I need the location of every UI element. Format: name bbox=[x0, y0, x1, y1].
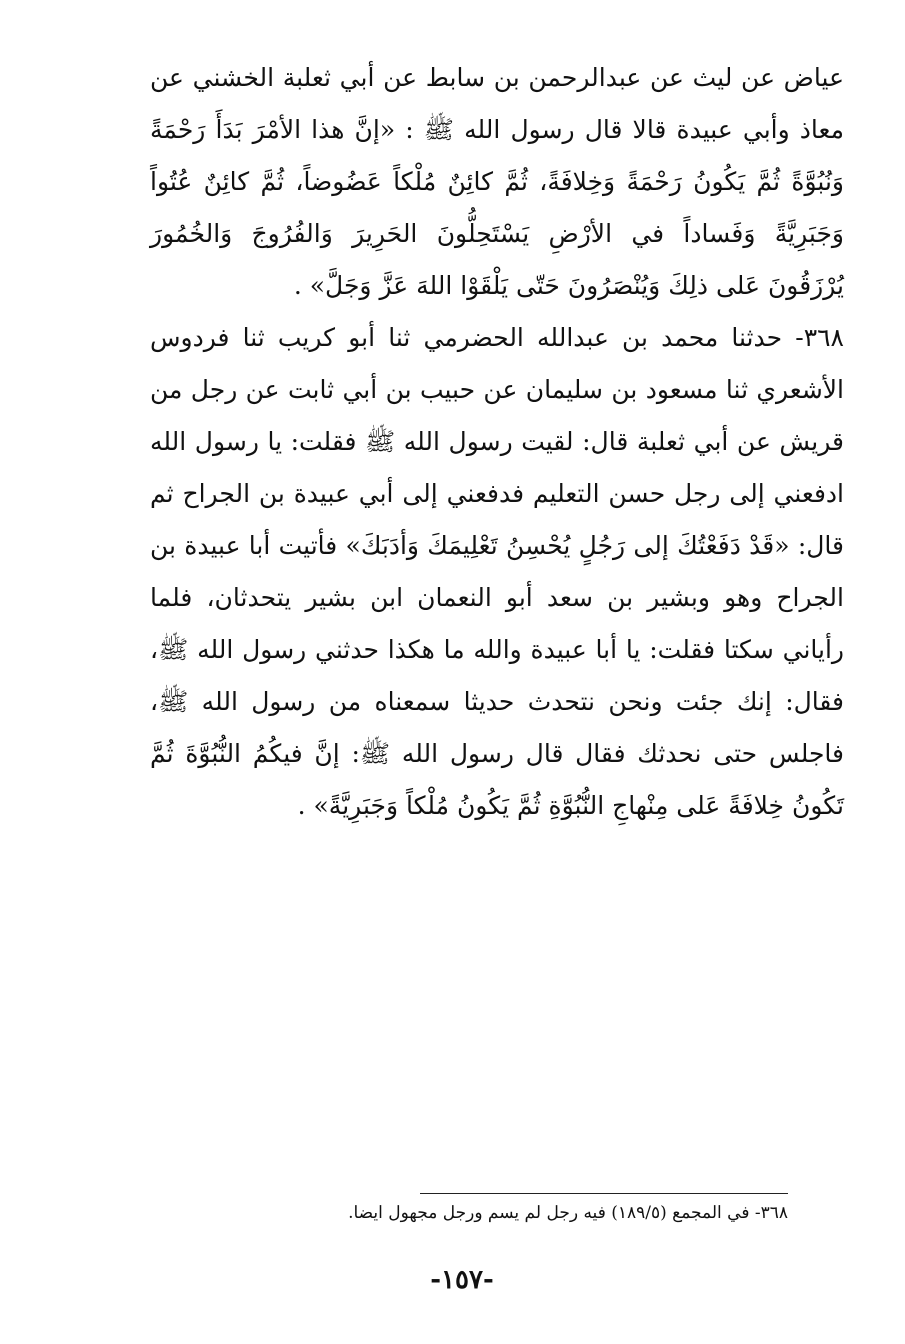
footnote-divider bbox=[420, 1193, 788, 1194]
page-number: -١٥٧- bbox=[430, 1265, 494, 1295]
paragraph-continued-hadith: عياض عن ليث عن عبدالرحمن بن سابط عن أبي ثعلبة الخشني عن معاذ وأبي عبيدة قالا قال رسول الله ﷺ : «إنَّ هذا الأمْرَ بَدَأَ رَحْمَةً وَنُبُوَّةً ثُمَّ يَكُونُ رَحْمَةً وَخِلافَةً، ثُمَّ كائِنٌ مُلْكاً عَضُوضاً، ثُمَّ كائِنٌ عُتُواً وَجَبَرِيَّةً وَفَساداً في الأرْضِ يَسْتَحِلُّونَ الحَرِيرَ وَالفُرُوجَ وَالخُمُورَ يُرْزَقُونَ عَلى ذلِكَ وَيُنْصَرُونَ حَتّى يَلْقَوْا اللهَ عَزَّ وَجَلَّ» . bbox=[150, 63, 844, 300]
footnote-368: ٣٦٨- في المجمع (١٨٩/٥) فيه رجل لم يسم ورجل مجهول ايضا. bbox=[348, 1203, 788, 1223]
main-text-block bbox=[150, 52, 844, 832]
paragraph-hadith-368: ٣٦٨- حدثنا محمد بن عبدالله الحضرمي ثنا أبو كريب ثنا فردوس الأشعري ثنا مسعود بن سليمان عن حبيب بن أبي ثابت عن رجل من قريش عن أبي ثعلبة قال: لقيت رسول الله ﷺ فقلت: يا رسول الله ادفعني إلى رجل حسن التعليم فدفعني إلى أبي عبيدة بن الجراح ثم قال: «قَدْ دَفَعْتُكَ إلى رَجُلٍ يُحْسِنُ تَعْلِيمَكَ وَأدَبَكَ» فأتيت أبا عبيدة بن الجراح وهو وبشير بن سعد أبو النعمان ابن بشير يتحدثان، فلما رأياني سكتا فقلت: يا أبا عبيدة والله ما هكذا حدثني رسول الله ﷺ، فقال: إنك جئت ونحن نتحدث حديثا سمعناه من رسول الله ﷺ، فاجلس حتى نحدثك فقال قال رسول الله ﷺ: إنَّ فيكُمُ النُّبُوَّةَ ثُمَّ تَكُونُ خِلافَةً عَلى مِنْهاجِ النُّبُوَّةِ ثُمَّ يَكُونُ مُلْكاً وَجَبَرِيَّةً» . bbox=[150, 323, 844, 820]
